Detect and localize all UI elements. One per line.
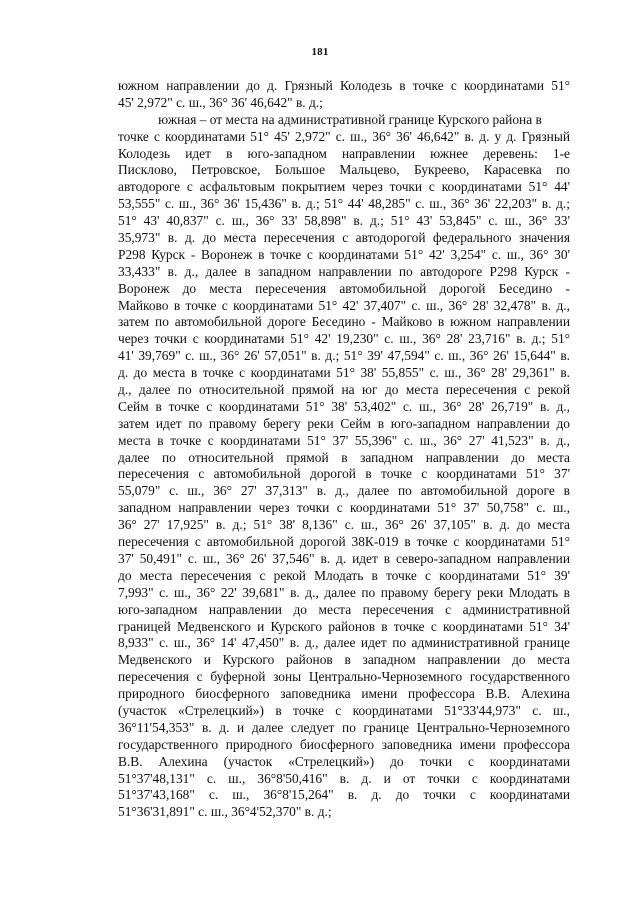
text-line: государственного природного биосферного заповедника имени профессора: [118, 736, 570, 752]
text-line: Медвенского и Курского районов в западном направлении до места: [118, 652, 570, 668]
text-line: 36° 27' 17,925" в. д.; 51° 38' 8,136" с. ш., 36° 26' 37,105" в. д. до места: [118, 517, 570, 533]
text-line: затем по автомобильной дороге Беседино - Майково в южном направлении: [118, 314, 570, 330]
text-line: через точки с координатами 51° 42' 19,230" с. ш., 36° 28' 23,716" в. д.; 51°: [118, 331, 570, 347]
body-text: [118, 78, 570, 821]
text-line: 36°11'54,353" в. д. и далее следует по границе Центрально-Черноземного: [118, 719, 570, 735]
text-line: 55,079" с. ш., 36° 27' 37,313" в. д., далее по автомобильной дороге в: [118, 483, 570, 499]
text-line: точке с координатами 51° 45' 2,972" с. ш., 36° 36' 46,642" в. д. у д. Грязный: [118, 128, 570, 144]
text-line: далее по относительной прямой в западном направлении до места: [118, 449, 570, 465]
text-line: Р298 Курск - Воронеж в точке с координатами 51° 42' 3,254" с. ш., 36° 30': [118, 246, 570, 262]
text-line: природного биосферного заповедника имени профессора В.В. Алехина: [118, 686, 570, 702]
text-line: 53,555" с. ш., 36° 36' 15,436" в. д.; 51° 44' 48,285" с. ш., 36° 36' 22,203" в. д.;: [118, 196, 570, 212]
text-line: Писклово, Петровское, Большое Мальцево, Букреево, Карасевка по: [118, 162, 570, 178]
text-line: автодороге с асфальтовым покрытием через точки с координатами 51° 44': [118, 179, 570, 195]
text-line: южном направлении до д. Грязный Колодезь в точке с координатами 51°: [118, 78, 570, 93]
text-line: 51°36'31,891" с. ш., 36°4'52,370" в. д.;: [118, 804, 332, 820]
text-line: Воронеж до места пересечения автомобильной дорогой Беседино -: [118, 280, 570, 296]
text-line: д. до места в точке с координатами 51° 38' 55,855" с. ш., 36° 28' 29,361" в.: [118, 365, 570, 381]
text-line: 51°37'43,168" с. ш., 36°8'15,264" в. д. до точки с координатами: [118, 787, 570, 803]
text-line: 41' 39,769" с. ш., 36° 26' 57,051" в. д.; 51° 39' 47,594" с. ш., 36° 26' 15,644" в.: [118, 348, 570, 364]
text-line: границей Медвенского и Курского районов в точке с координатами 51° 34': [118, 618, 570, 634]
text-line: 51° 43' 40,837" с. ш., 36° 33' 58,898" в. д.; 51° 43' 53,845" с. ш., 36° 33': [118, 213, 570, 229]
text-line: пересечения с буферной зоны Центрально-Черноземного государственного: [118, 669, 570, 685]
text-line: 33,433" в. д., далее в западном направлении по автодороге Р298 Курск -: [118, 263, 570, 279]
text-line: Майково в точке с координатами 51° 42' 37,407" с. ш., 36° 28' 32,478" в. д.,: [118, 297, 570, 313]
text-line: Колодезь идет в юго-западном направлении южнее деревень: 1-е: [118, 145, 570, 161]
text-line: юго-западном направлении до места пересечения с административной: [118, 601, 570, 617]
text-line: 35,973" в. д. до места пересечения с автодорогой федерального значения: [118, 230, 570, 246]
text-line: Сейм в точке с координатами 51° 38' 53,402" с. ш., 36° 28' 26,719" в. д.,: [118, 398, 570, 414]
text-line: затем идет по правому берегу реки Сейм в юго-западном направлении до: [118, 415, 570, 431]
text-line: 51°37'48,131" с. ш., 36°8'50,416" в. д. и от точки с координатами: [118, 770, 570, 786]
text-line: южная – от места на административной границе Курского района в: [118, 111, 542, 127]
text-line: до места пересечения с рекой Млодать в точке с координатами 51° 39': [118, 567, 570, 583]
text-line: (участок «Стрелецкий») в точке с координатами 51°33'44,973" с. ш.,: [118, 702, 570, 718]
text-line: 7,993" с. ш., 36° 22' 39,681" в. д., далее по правому берегу реки Млодать в: [118, 584, 570, 600]
page-number: 181: [311, 46, 329, 58]
text-line: места в точке с координатами 51° 37' 55,396" с. ш., 36° 27' 41,523" в. д.,: [118, 432, 570, 448]
text-line: 37' 50,491" с. ш., 36° 26' 37,546" в. д. идет в северо-западном направлении: [118, 550, 570, 566]
text-line: 8,933" с. ш., 36° 14' 47,450" в. д., далее идет по административной границе: [118, 635, 570, 651]
text-line: пересечения с автомобильной дорогой 38К-019 в точке с координатами 51°: [118, 534, 570, 550]
text-line: западном направлении через точки с координатами 51° 37' 50,758" с. ш.,: [118, 500, 570, 516]
text-line: 45' 2,972" с. ш., 36° 36' 46,642" в. д.;: [118, 94, 323, 110]
text-line: д., далее по относительной прямой на юг до места пересечения с рекой: [118, 382, 570, 398]
text-line: пересечения с автомобильной дорогой в точке с координатами 51° 37': [118, 466, 570, 482]
text-line: В.В. Алехина (участок «Стрелецкий») до точки с координатами: [118, 753, 570, 769]
